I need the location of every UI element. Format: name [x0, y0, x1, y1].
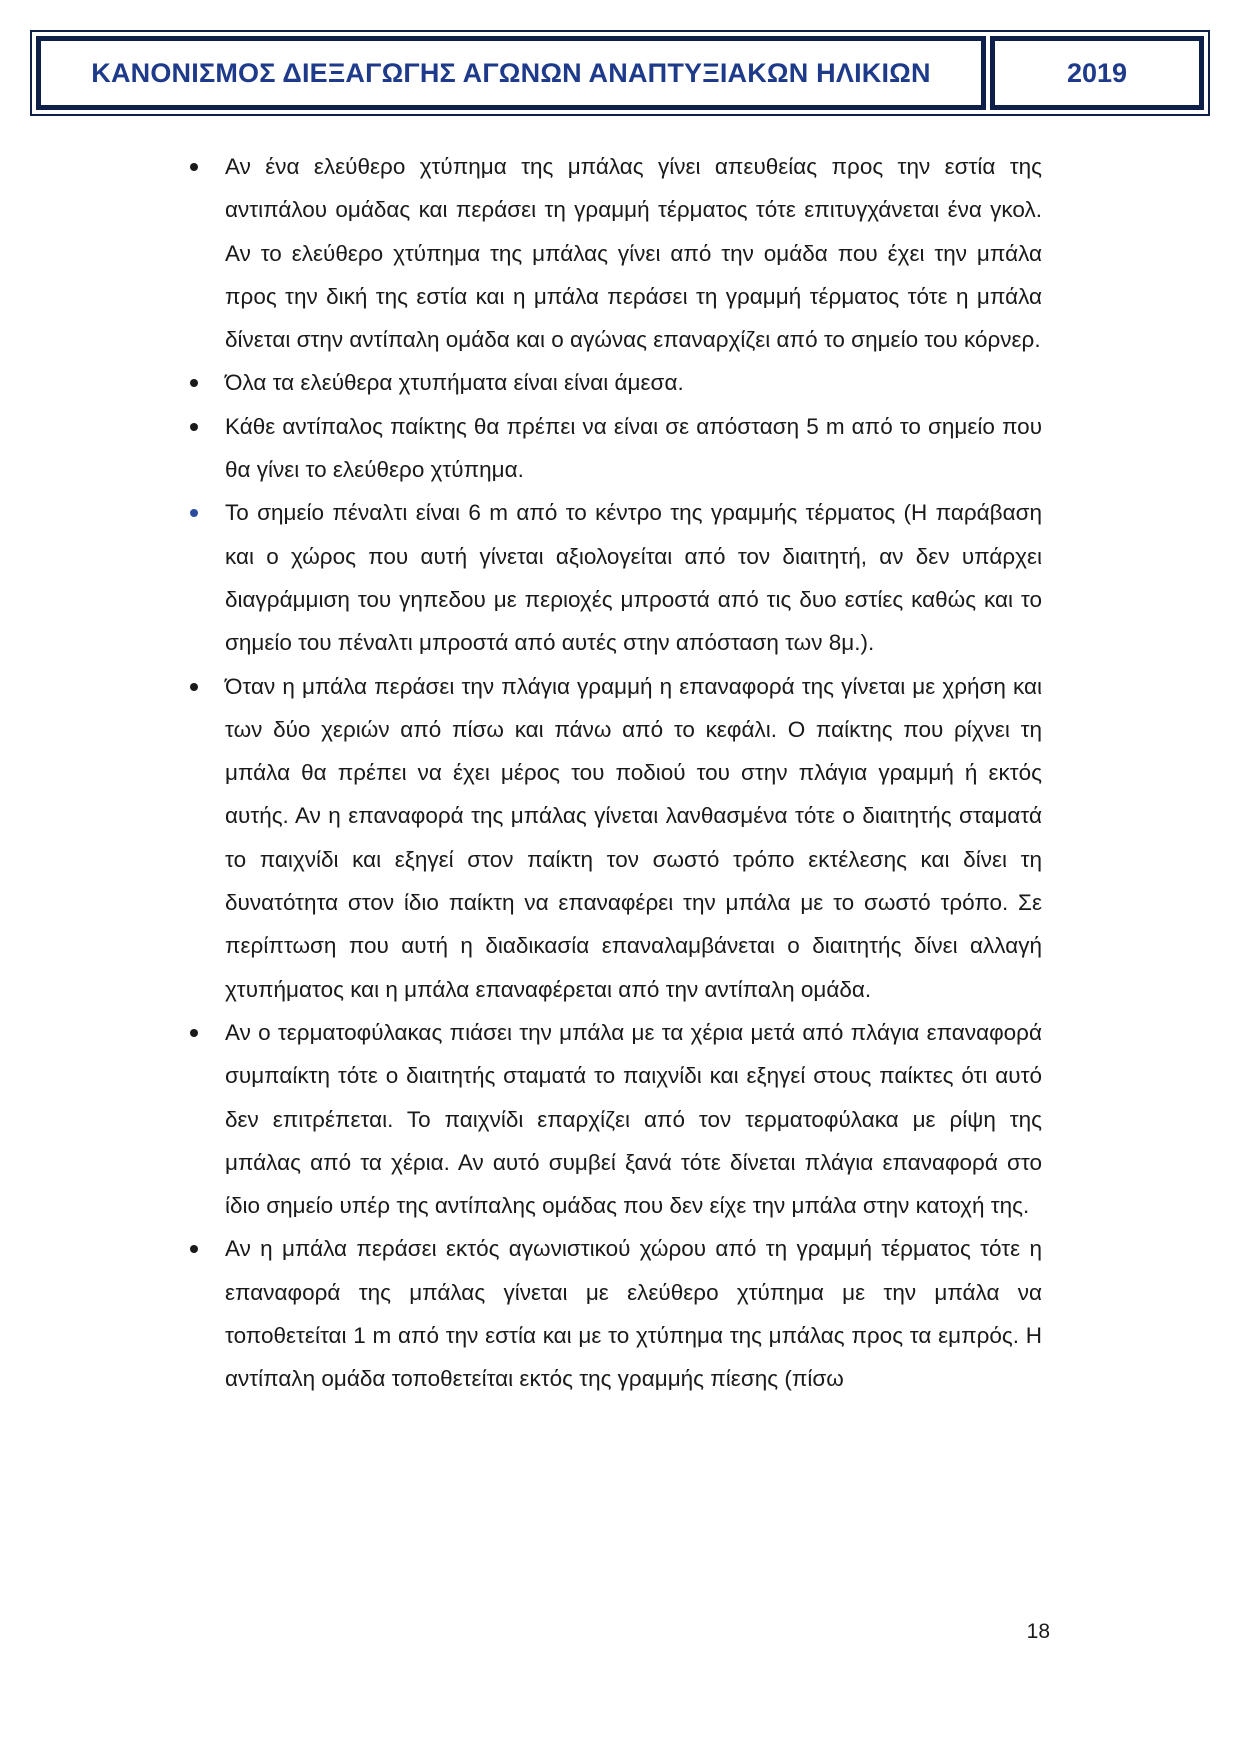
list-item: [190, 1227, 1042, 1400]
list-item: [190, 1011, 1042, 1227]
bullet-icon: [190, 163, 198, 171]
list-item-text: Όλα τα ελεύθερα χτυπήματα είναι είναι άμεσα.: [225, 370, 684, 396]
page-number: 18: [1026, 1620, 1050, 1643]
rules-list: [190, 145, 1042, 1401]
document-year: 2019: [1066, 57, 1128, 88]
list-item: [190, 491, 1042, 664]
list-item-text: Κάθε αντίπαλος παίκτης θα πρέπει να είναι σε απόσταση 5 m από το σημείο που θα γίνει το ελεύθερο χτύπημα.: [225, 413, 1042, 483]
list-item: [190, 361, 1042, 404]
list-item: [190, 405, 1042, 492]
bullet-icon: [190, 1029, 198, 1037]
page-header: [30, 30, 1210, 116]
list-item-text: Το σημείο πέναλτι είναι 6 m από το κέντρο της γραμμής τέρματος (Η παράβαση και ο χώρος που αυτή γίνεται αξιολογείται από τον διαιτητή, αν δεν υπάρχει διαγράμμιση του γηπεδου με περιοχές μπροστά από τις δυο εστίες καθώς και το σημείο του πέναλτι μπροστά από αυτές στην απόσταση των 8μ.).: [225, 500, 1042, 656]
header-title-box: [36, 36, 986, 110]
list-item-text: Αν ο τερματοφύλακας πιάσει την μπάλα με τα χέρια μετά από πλάγια επαναφορά συμπαίκτη τότε ο διαιτητής σταματά το παιχνίδι και εξηγεί στους παίκτες ότι αυτό δεν επιτρέπεται. Το παιχνίδι επαρχίζει από τον τερματοφύλακα με ρίψη της μπάλας από τα χέρια. Αν αυτό συμβεί ξανά τότε δίνεται πλάγια επαναφορά στο ίδιο σημείο υπέρ της αντίπαλης ομάδας που δεν είχε την μπάλα στην κατοχή της.: [225, 1019, 1042, 1219]
header-year-box: [990, 36, 1204, 110]
bullet-icon: [190, 379, 198, 387]
bullet-icon: [190, 683, 198, 691]
list-item: [190, 665, 1042, 1011]
list-item-text: Αν η μπάλα περάσει εκτός αγωνιστικού χώρου από τη γραμμή τέρματος τότε η επαναφορά της μπάλας γίνεται με ελεύθερο χτύπημα με την μπάλα να τοποθετείται 1 m από την εστία και με το χτύπημα της μπάλας προς τα εμπρός. Η αντίπαλη ομάδα τοποθετείται εκτός της γραμμής πίεσης (πίσω: [225, 1236, 1042, 1392]
page-body: [190, 145, 1042, 1401]
document-title: ΚΑΝΟΝΙΣΜΟΣ ΔΙΕΞΑΓΩΓΗΣ ΑΓΩΝΩΝ ΑΝΑΠΤΥΞΙΑΚΩΝ ΗΛΙΚΙΩΝ: [91, 57, 931, 88]
bullet-icon: [190, 423, 198, 431]
list-item-text: Αν ένα ελεύθερο χτύπημα της μπάλας γίνει απευθείας προς την εστία της αντιπάλου ομάδας και περάσει τη γραμμή τέρματος τότε επιτυγχάνεται ένα γκολ. Αν το ελεύθερο χτύπημα της μπάλας γίνει από την ομάδα που έχει την μπάλα προς την δική της εστία και η μπάλα περάσει τη γραμμή τέρματος τότε η μπάλα δίνεται στην αντίπαλη ομάδα και ο αγώνας επαναρχίζει από το σημείο του κόρνερ.: [225, 154, 1042, 353]
list-item-text: Όταν η μπάλα περάσει την πλάγια γραμμή η επαναφορά της γίνεται με χρήση και των δύο χεριών από πίσω και πάνω από το κεφάλι. Ο παίκτης που ρίχνει τη μπάλα θα πρέπει να έχει μέρος του ποδιού του στην πλάγια γραμμή ή εκτός αυτής. Αν η επαναφορά της μπάλας γίνεται λανθασμένα τότε ο διαιτητής σταματά το παιχνίδι και εξηγεί στον παίκτη τον σωστό τρόπο εκτέλεσης και δίνει τη δυνατότητα στον ίδιο παίκτη να επαναφέρει την μπάλα με το σωστό τρόπο. Σε περίπτωση που αυτή η διαδικασία επαναλαμβάνεται ο διαιτητής δίνει αλλαγή χτυπήματος και η μπάλα επαναφέρεται από την αντίπαλη ομάδα.: [225, 673, 1042, 1002]
bullet-icon: [190, 1245, 198, 1253]
bullet-icon: [190, 509, 198, 517]
list-item: [190, 145, 1042, 361]
